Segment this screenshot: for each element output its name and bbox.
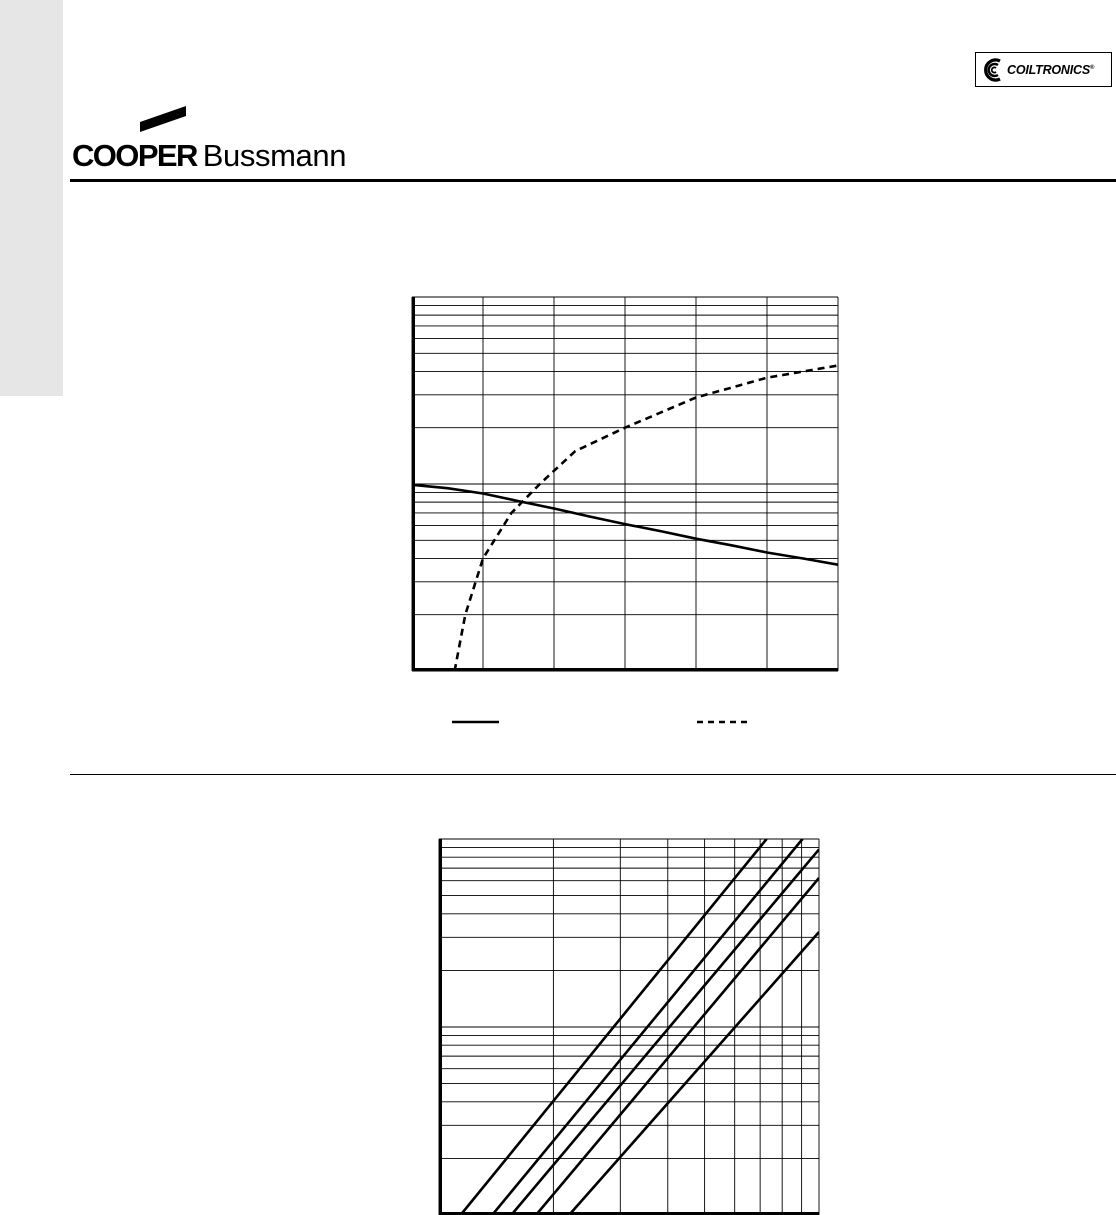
coiltronics-swirl-icon	[980, 56, 1006, 84]
logo-cooper-text: COOPER	[72, 138, 197, 173]
coiltronics-wordmark: COILTRONICS®	[1007, 62, 1095, 77]
header-rule	[70, 179, 1116, 182]
series-line-curve-3	[511, 849, 819, 1215]
series-line-dashed	[455, 366, 838, 672]
side-tab	[0, 0, 63, 396]
legend-item-dashed	[697, 714, 747, 730]
legend-dashed-swatch	[697, 714, 747, 730]
legend-item-solid	[452, 714, 502, 730]
series-line-curve-4	[536, 878, 819, 1215]
coiltronics-logo	[975, 52, 1112, 87]
gridlines	[439, 839, 819, 1215]
chart-time-current	[439, 839, 819, 1215]
cooper-bussmann-logo	[72, 104, 372, 174]
logo-bussmann-text: Bussmann	[202, 138, 347, 173]
cooper-logo-mark-icon	[140, 104, 186, 134]
gridlines	[412, 297, 838, 671]
series-line-curve-5	[569, 932, 819, 1215]
section-rule	[70, 774, 1116, 775]
legend-solid-swatch	[452, 714, 502, 730]
chart-derating	[412, 297, 838, 671]
